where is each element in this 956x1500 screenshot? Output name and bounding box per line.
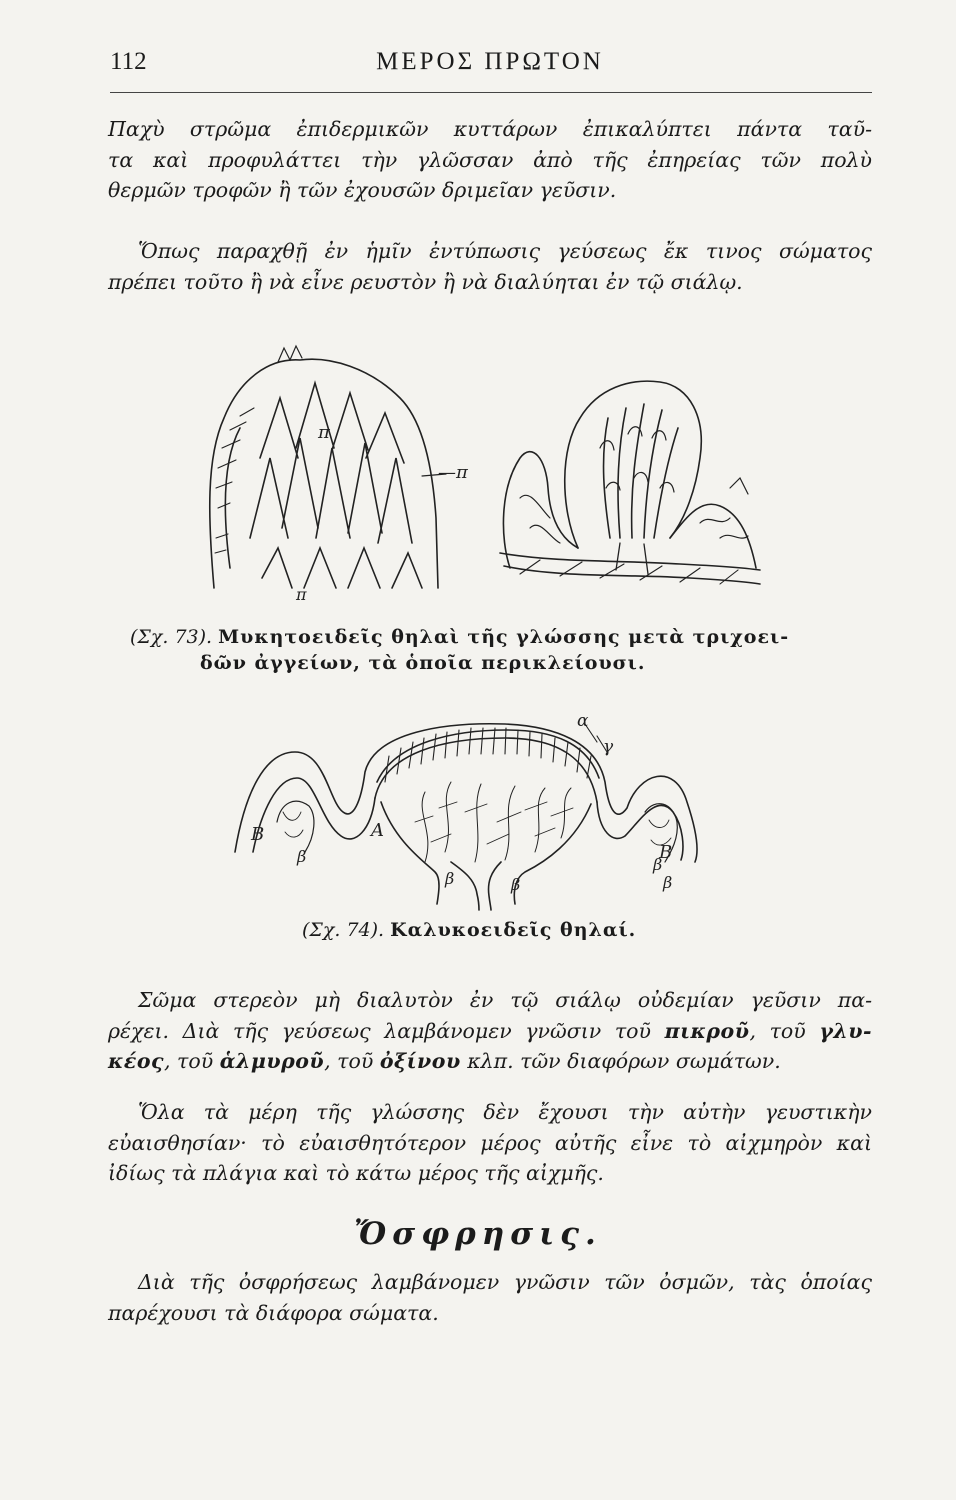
figure-74-title: Καλυκοειδεῖς θηλαί. [390,919,637,941]
page-header [110,38,870,88]
running-head: ΜΕΡΟΣ ΠΡΩΤΟΝ [376,48,604,75]
emphasis-bitter: πικροῦ [664,1018,750,1043]
figure-74-label-b2: β [445,869,455,888]
text-span: , τοῦ [324,1049,380,1073]
text-line: Ὅπως παραχθῇ ἐν ἡμῖν ἐντύπωσις γεύσεως ἔκ τινος σώματος [138,239,872,263]
header-rule [110,92,872,93]
page-number: 112 [110,48,147,75]
figure-73-label-pi-inner: π [318,422,330,443]
emphasis-sour: ὀξίνου [379,1049,461,1073]
figure-73-number: (Σχ. 73). [130,626,213,648]
paragraph-epidermis [108,114,872,206]
figure-74-label-A: A [371,820,384,841]
text-span: ρέχει. Διὰ τῆς γεύσεως λαμβάνομεν γνῶσιν τοῦ [108,1018,665,1043]
text-line: ἰδίως τὰ πλάγια καὶ τὸ κάτω μέρος τῆς αἰχμῆς. [108,1161,604,1185]
text-line: Παχὺ στρῶμα ἐπιδερμικῶν κυττάρων ἐπικαλύπτει πάντα ταῦ- [108,117,872,141]
figure-74-label-B-right: B [659,842,673,863]
figure-73-label-pi-side: —π [438,462,468,483]
figure-74-label-g: γ [603,737,614,757]
text-line: Ὅλα τὰ μέρη τῆς γλώσσης δὲν ἔχουσι τὴν αὐτὴν γευστικὴν [138,1100,872,1124]
figure-74-illustration [225,712,705,912]
text-span: , τοῦ [749,1018,820,1043]
figure-74-label-B-left: B [251,824,265,845]
text-line: Διὰ τῆς ὀσφρήσεως λαμβάνομεν γνῶσιν τῶν ὀσμῶν, τὰς ὁποίας [138,1270,872,1294]
text-line [108,1016,872,1047]
text-line: παρέχουσι τὰ διάφορα σώματα. [108,1300,439,1325]
text-line: θερμῶν τροφῶν ἢ τῶν ἐχουσῶν δριμεῖαν γεῦσιν. [108,178,617,202]
emphasis-salty: ἁλμυροῦ [219,1049,325,1073]
text-line: εὐαισθησίαν· τὸ εὐαισθητότερον μέρος αὐτῆς εἶνε τὸ αἰχμηρὸν καὶ [108,1130,872,1155]
emphasis-sweet: γλυ- [819,1018,872,1043]
text-line: Σῶμα στερεὸν μὴ διαλυτὸν ἐν τῷ σιάλῳ οὐδεμίαν γεῦσιν πα- [138,988,872,1012]
figure-73-illustration [200,338,770,608]
figure-73-caption [130,624,789,676]
paragraph-taste-condition [108,236,872,297]
figure-74-label-b3: β [511,875,521,894]
figure-73-title-line2: δῶν ἀγγείων, τὰ ὁποῖα περικλείουσι. [200,652,646,674]
emphasis-sweet-cont: κέος [108,1049,164,1073]
text-line [108,1046,872,1077]
figure-74-label-b5: β [663,873,673,892]
figure-73-label-pi-bottom: π [296,585,307,604]
figure-74-label-b4: β [653,855,663,874]
figure-73-title-line1: Μυκητοειδεῖς θηλαὶ τῆς γλώσσης μετὰ τριχοει- [218,626,790,648]
figure-74-label-b1: β [297,847,307,866]
paragraph-tongue-sensitivity [108,1097,872,1189]
section-heading-smell: Ὄσφρησις. [354,1216,602,1252]
text-span: κλπ. τῶν διαφόρων σωμάτων. [460,1049,781,1073]
paragraph-taste-qualities [108,985,872,1077]
paragraph-smell [108,1267,872,1328]
figure-74-caption [302,917,636,943]
text-line: τα καὶ προφυλάττει τὴν γλῶσσαν ἀπὸ τῆς ἐπηρείας τῶν πολὺ [108,147,872,172]
figure-74-label-a: α [577,712,589,731]
figure-74-number: (Σχ. 74). [302,919,385,941]
text-line: πρέπει τοῦτο ἢ νὰ εἶνε ρευστὸν ἢ νὰ διαλύηται ἐν τῷ σιάλῳ. [108,269,743,294]
text-span: , τοῦ [163,1049,220,1073]
